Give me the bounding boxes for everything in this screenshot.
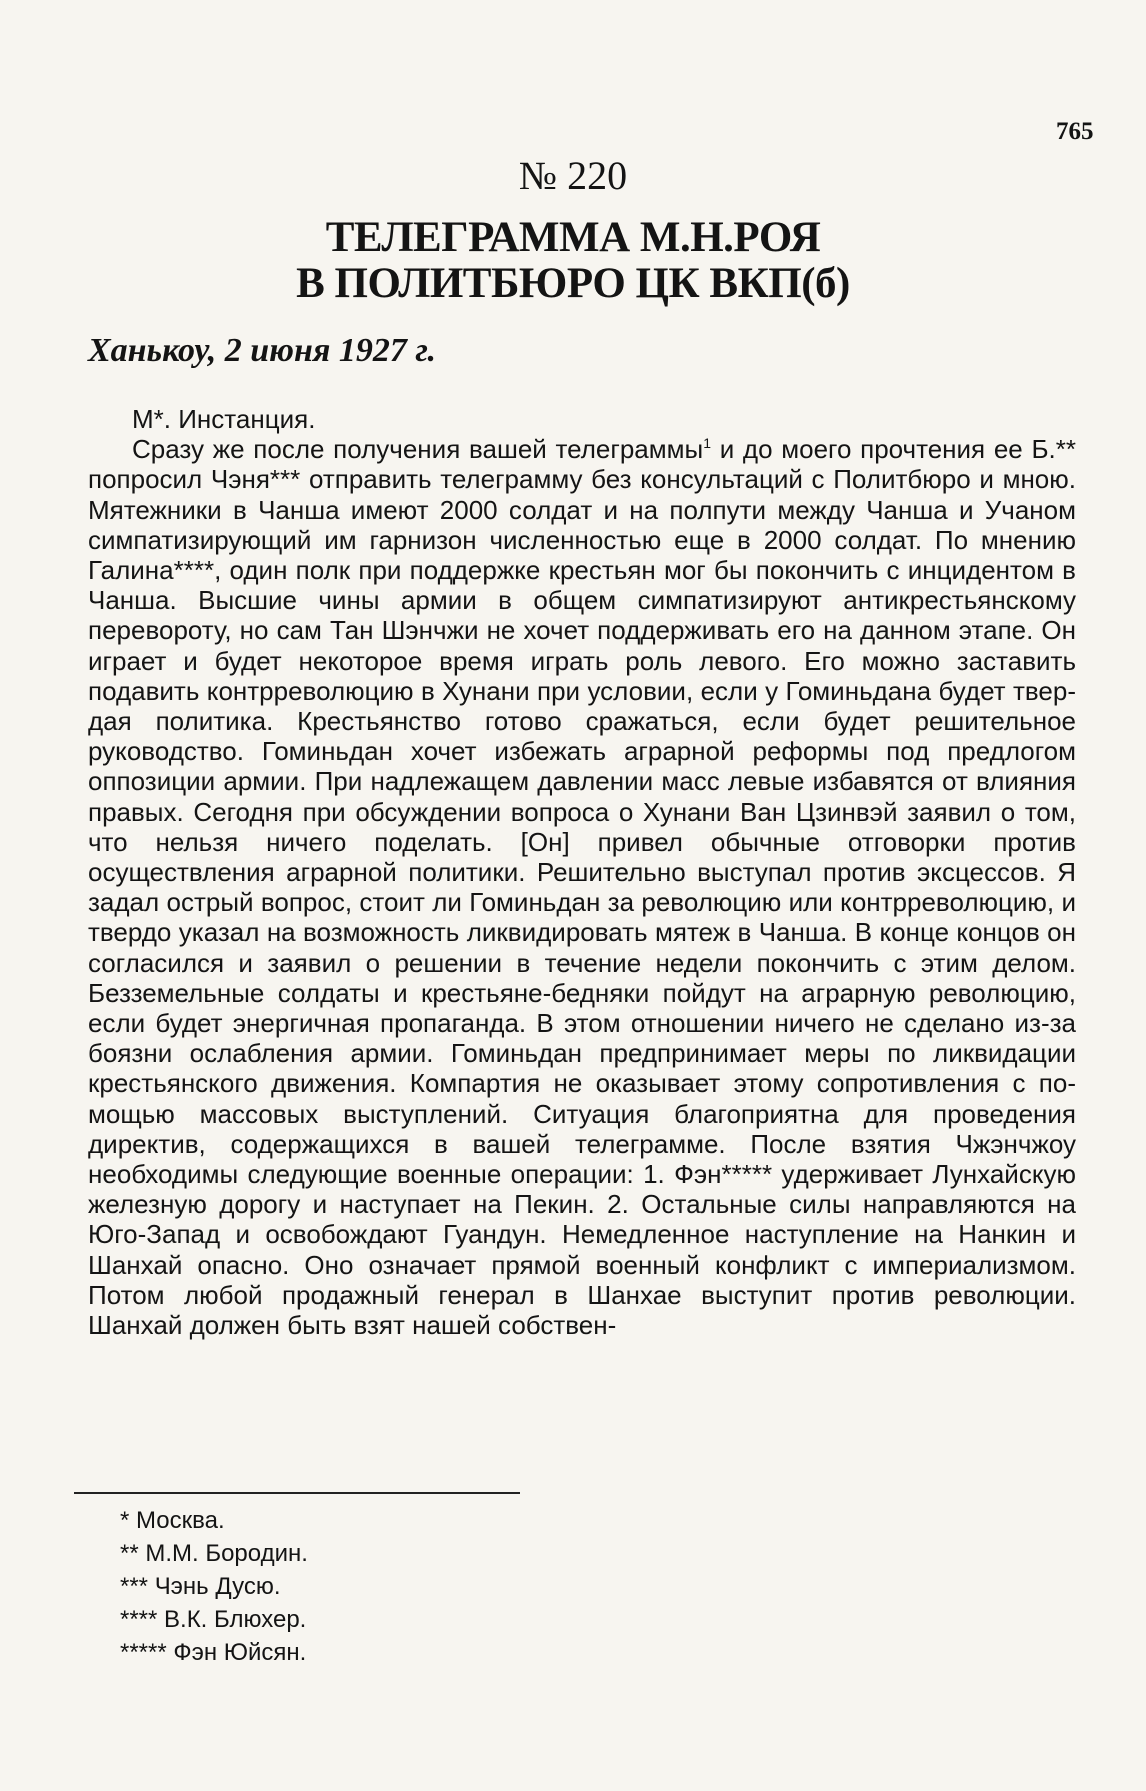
footnote-item: ***** Фэн Юйсян. [120,1639,307,1666]
telegram-body [88,404,1076,1340]
footnote-item: ** М.М. Бородин. [120,1540,308,1567]
paragraph-text-rest: и до моего прочтения ее Б.** попросил Чэня*** отправить телеграмму без консультаций с Политбюро и мною. Мятежники в Чанша имеют 2000 солдат и на полпути между Чанша и Учаном симпатизирующий им гарнизон численностью еще в 2000 солдат. По мнению Галина****, один полк при поддержке крестьян мог бы покончить с инцидентом в Чанша. Высшие чины армии в общем симпатизируют антикрестьянскому перевороту, но сам Тан Шэнчжи не хочет поддерживать его на данном этапе. Он играет и будет некоторое время играть роль левого. Его можно заставить подавить контрреволюцию в Хунани при условии, если у Гоминьдана будет твердая политика. Крестьянство готово сражаться, если будет решительное руководство. Гоминьдан хочет избежать аграрной реформы под предлогом оппозиции армии. При надлежащем давлении масс левые избавятся от влияния правых. Сегодня при обсуждении вопроса о Хунани Ван Цзинвэй заявил о том, что нельзя ничего поделать. [Он] привел обычные отговорки против осуществления аграрной политики. Решительно выступал против эксцессов. Я задал острый вопрос, стоит ли Гоминьдан за революцию или контрреволюцию, и твердо указал на возможность ликвидировать мятеж в Чанша. В конце концов он согласился и заявил о решении в течение недели покончить с этим делом. Безземельные солдаты и крестьяне-бедняки пойдут на аграрную революцию, если будет энергичная пропаганда. В этом отношении ничего не сделано из-за боязни ослабления армии. Гоминьдан предпринимает меры по ликвидации крестьянского движения. Компартия не оказывает этому сопротивления с помощью массовых выступлений. Ситуация благоприятна для проведения директив, содержащихся в вашей телеграмме. После взятия Чжэнчжоу необходимы следующие военные операции: 1. Фэн***** удерживает Лунхайскую железную дорогу и наступает на Пекин. 2. Остальные силы направляются на Юго-Запад и освобождают Гуандун. Немедленное наступление на Нанкин и Шанхай опасно. Оно означает прямой военный конфликт с империализмом. Потом любой продажный генерал в Шанхае выступит против революции. Шанхай должен быть взят нашей собствен- [88,434,1076,1341]
place-date: Ханькоу, 2 июня 1927 г. [88,332,436,369]
footnote-marker: 1 [703,435,711,452]
footnote-item: *** Чэнь Дусю. [120,1573,281,1600]
footnotes [120,1504,308,1669]
addressee-line: М*. Инстанция. [132,404,316,434]
document-title [0,215,1146,307]
title-line-2: В ПОЛИТБЮРО ЦК ВКП(б) [296,260,850,307]
main-paragraph [88,434,1076,1340]
footnote-item: * Москва. [120,1507,225,1534]
paragraph-text-start: Сразу же после получения вашей телеграммы [132,434,704,465]
document-number: № 220 [518,153,628,198]
title-line-1: ТЕЛЕГРАММА М.Н.РОЯ [325,214,821,261]
page-number: 765 [1056,118,1094,145]
footnote-divider [74,1492,520,1494]
footnote-item: **** В.К. Блюхер. [120,1606,307,1633]
